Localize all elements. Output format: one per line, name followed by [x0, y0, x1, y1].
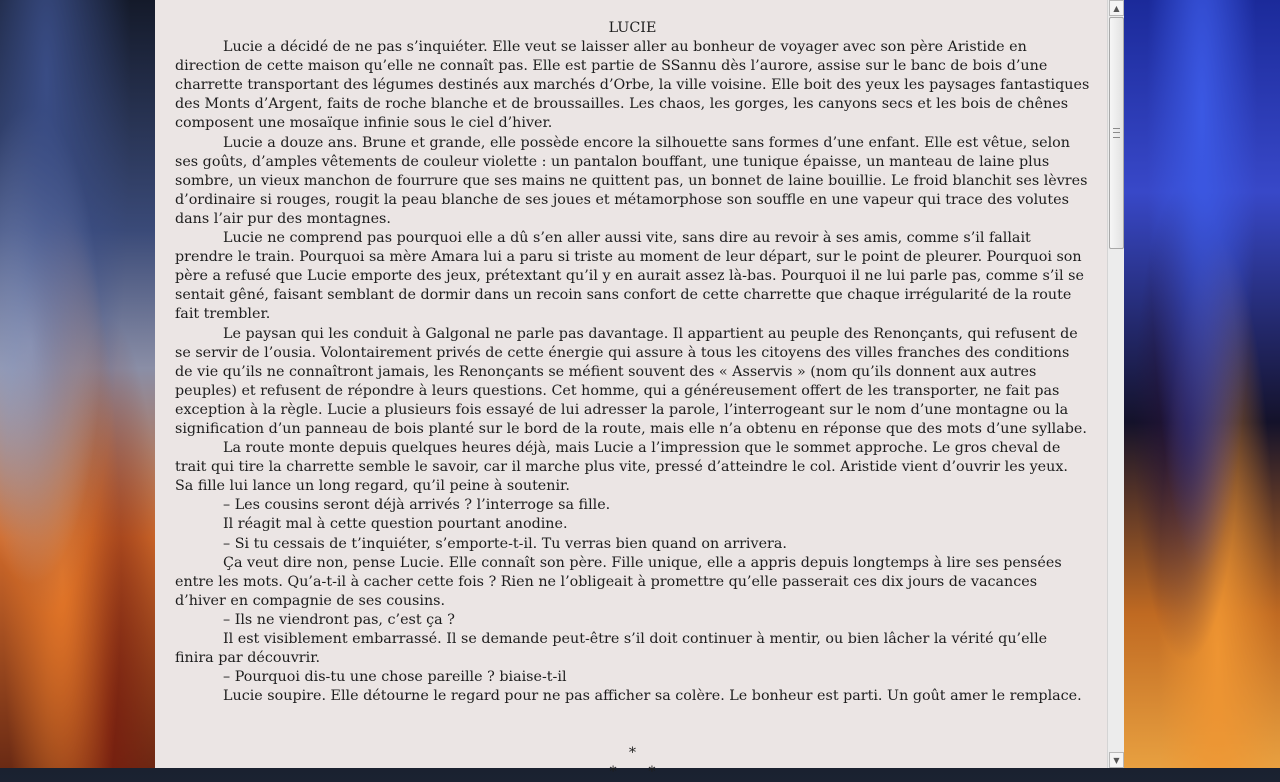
grip-icon [1113, 128, 1120, 138]
paragraph: La route monte depuis quelques heures déjà, mais Lucie a l’impression que le sommet approche. Le gros cheval de trait qui tire la charrette semble le savoir, car il marche plus vite, pressé d’atteindre le col. Aristide vient d’ouvrir les yeux. Sa fille lui lance un long regard, qu’il peine à soutenir. [175, 440, 1068, 495]
background-art-left [0, 0, 155, 768]
scroll-up-arrow-icon: ▲ [1113, 3, 1120, 13]
paragraph: – Pourquoi dis-tu une chose pareille ? biaise-t-il [223, 669, 567, 686]
scrollbar-thumb[interactable] [1109, 17, 1124, 249]
paragraph: – Les cousins seront déjà arrivés ? l’interroge sa fille. [223, 497, 611, 514]
paragraph: Lucie soupire. Elle détourne le regard pour ne pas afficher sa colère. Le bonheur est parti. Un goût amer le remplace. [223, 688, 1082, 705]
scroll-down-arrow-icon: ▼ [1113, 755, 1120, 765]
section-spacer [175, 706, 1090, 744]
document-page[interactable] [155, 0, 1107, 781]
paragraph: Lucie ne comprend pas pourquoi elle a dû s’en aller aussi vite, sans dire au revoir à ses amis, comme s’il fallait prendre le train. Pourquoi sa mère Amara lui a paru si triste au moment de leur départ, sur le point de pleurer. Pourquoi son père a refusé que Lucie emporte des jeux, prétextant qu’il y en aurait assez là-bas. Pourquoi il ne lui parle pas, comme s’il se sentait gêné, faisant semblant de dormir dans un recoin sans confort de cette charrette que chaque irrégularité de la route fait trembler. [175, 230, 1084, 323]
paragraph: Lucie a décidé de ne pas s’inquiéter. Elle veut se laisser aller au bonheur de voyager avec son père Aristide en direction de cette maison qu’elle ne connaît pas. Elle est partie de SSannu dès l’aurore, assise sur le banc de bois d’une charrette transportant des légumes destinés aux marchés d’Orbe, la ville voisine. Elle boit des yeux les paysages fantastiques des Monts d’Argent, faits de roche blanche et de broussailles. Les chaos, les gorges, les canyons secs et les bois de chênes composent une mosaïque infinie sous le ciel d’hiver. [175, 39, 1090, 132]
paragraph: Le paysan qui les conduit à Galgonal ne parle pas davantage. Il appartient au peuple des Renonçants, qui refusent de se servir de l’ousia. Volontairement privés de cette énergie qui assure à tous les citoyens des villes franches des conditions de vie qu’ils ne connaîtront jamais, les Renonçants se méfient souvent des « Asservis » (nom qu’ils donnent aux autres peuples) et refusent de répondre à leurs questions. Cet homme, qui a généreusement offert de les transporter, ne fait pas exception à la règle. Lucie a plusieurs fois essayé de lui adresser la parole, l’interrogeant sur le nom d’une montagne ou la signification d’un panneau de bois planté sur le bord de la route, mais elle n’a obtenu en réponse que des mots d’une syllabe. [175, 325, 1087, 437]
separator-bottom [175, 763, 1090, 782]
paragraph: Il est visiblement embarrassé. Il se demande peut-être s’il doit continuer à mentir, ou bien lâcher la vérité qu’elle finira par découvrir. [175, 631, 1048, 667]
paragraph: – Si tu cessais de t’inquiéter, s’emporte-t-il. Tu verras bien quand on arrivera. [223, 535, 787, 552]
scroll-up-button[interactable] [1109, 0, 1124, 16]
paragraph: Lucie a douze ans. Brune et grande, elle possède encore la silhouette sans formes d’une enfant. Elle est vêtue, selon ses goûts, d’amples vêtements de couleur violette : un pantalon bouffant, une tunique épaisse, un manteau de laine plus sombre, un vieux manchon de fourrure que ses mains ne quittent pas, un bonnet de laine bouillie. Le froid blanchit ses lèvres d’ordinaire si rouges, rougit la peau blanche de ses joues et métamorphose son souffle en une vapeur qui trace des volutes dans l’air pur des montagnes. [175, 134, 1088, 227]
background-art-right [1124, 0, 1280, 768]
separator-top-text: * [628, 745, 637, 762]
vertical-scrollbar[interactable] [1107, 0, 1124, 768]
separator-bottom-text: * * [609, 764, 656, 781]
paragraph: Il réagit mal à cette question pourtant anodine. [223, 516, 568, 533]
paragraph: – Ils ne viendront pas, c’est ça ? [223, 611, 455, 628]
separator-top [175, 744, 1090, 763]
document-body[interactable] [175, 19, 1090, 782]
scroll-down-button[interactable] [1109, 752, 1124, 768]
paragraph: Ça veut dire non, pense Lucie. Elle connaît son père. Fille unique, elle a appris depuis longtemps à lire ses pensées entre les mots. Qu’a-t-il à cacher cette fois ? Rien ne l’obligeait à promettre qu’elle passerait ces dix jours de vacances d’hiver en compagnie de ses cousins. [175, 554, 1062, 609]
document-title: LUCIE [608, 20, 657, 36]
